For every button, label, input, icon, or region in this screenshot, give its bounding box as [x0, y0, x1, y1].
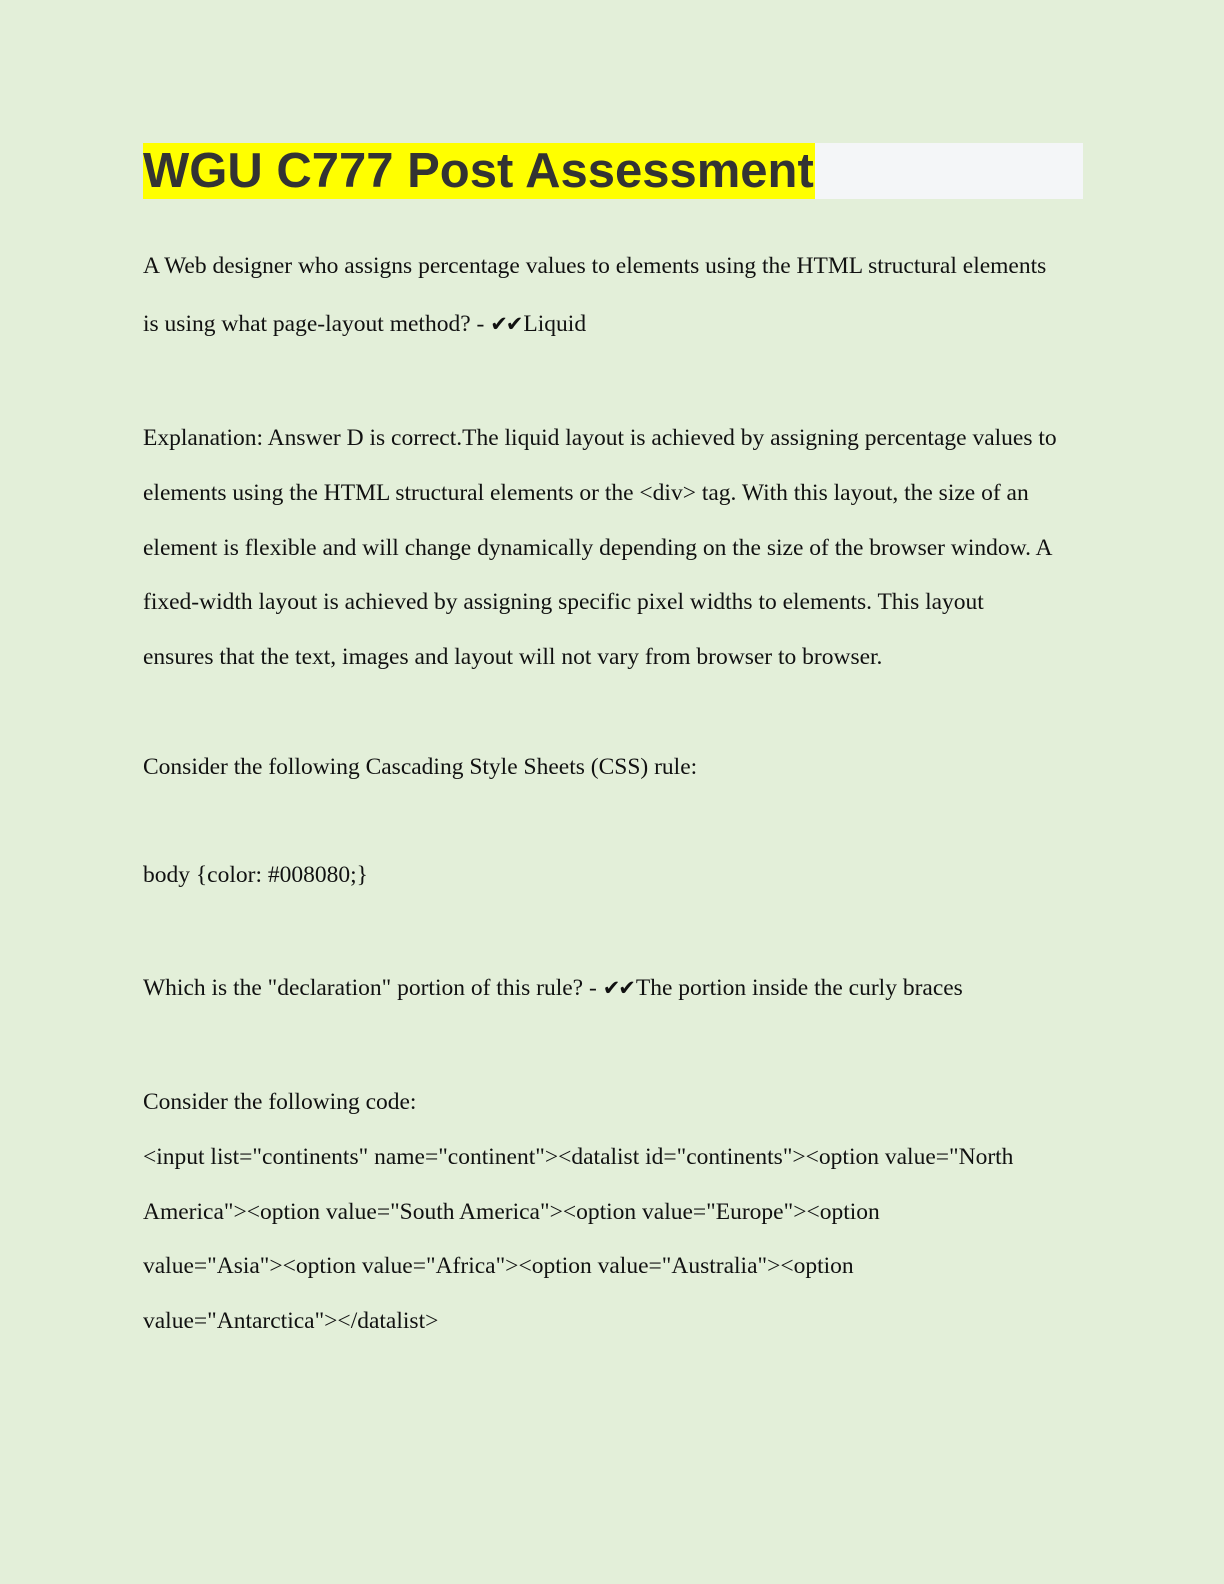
explanation-line: Explanation: Answer D is correct.The liquid layout is achieved by assigning percentage values to	[143, 425, 1057, 451]
question-3-code-line: America"><option value="South America"><option value="Europe"><option	[143, 1199, 880, 1225]
question-2-line	[143, 973, 963, 1003]
question-3-code-line: value="Asia"><option value="Africa"><option value="Australia"><option	[143, 1253, 854, 1279]
question-1-text: is using what page-layout method? -	[143, 311, 491, 337]
question-3-intro: Consider the following code:	[143, 1089, 417, 1115]
explanation-line: fixed-width layout is achieved by assigning specific pixel widths to elements. This layout	[143, 589, 984, 615]
explanation-line: ensures that the text, images and layout will not vary from browser to browser.	[143, 644, 883, 670]
question-3-code-line: <input list="continents" name="continent"><datalist id="continents"><option value="North	[143, 1144, 1014, 1170]
question-1-line-2	[143, 309, 586, 339]
check-icon: ✔✔	[490, 312, 522, 336]
question-2-code: body {color: #008080;}	[143, 862, 368, 888]
question-2-answer: The portion inside the curly braces	[635, 975, 963, 1001]
page-title: WGU C777 Post Assessment	[143, 144, 814, 198]
question-1-answer: Liquid	[523, 311, 587, 337]
question-2-intro: Consider the following Cascading Style Sheets (CSS) rule:	[143, 754, 698, 780]
explanation-line: elements using the HTML structural elements or the <div> tag. With this layout, the size of an	[143, 480, 1029, 506]
question-1-line-1: A Web designer who assigns percentage values to elements using the HTML structural elements	[143, 253, 1047, 279]
question-2-text: Which is the "declaration" portion of this rule? -	[143, 975, 603, 1001]
explanation-line: element is flexible and will change dynamically depending on the size of the browser window. A	[143, 535, 1053, 561]
question-3-code-line: value="Antarctica"></datalist>	[143, 1308, 439, 1334]
check-icon: ✔✔	[602, 976, 634, 1000]
